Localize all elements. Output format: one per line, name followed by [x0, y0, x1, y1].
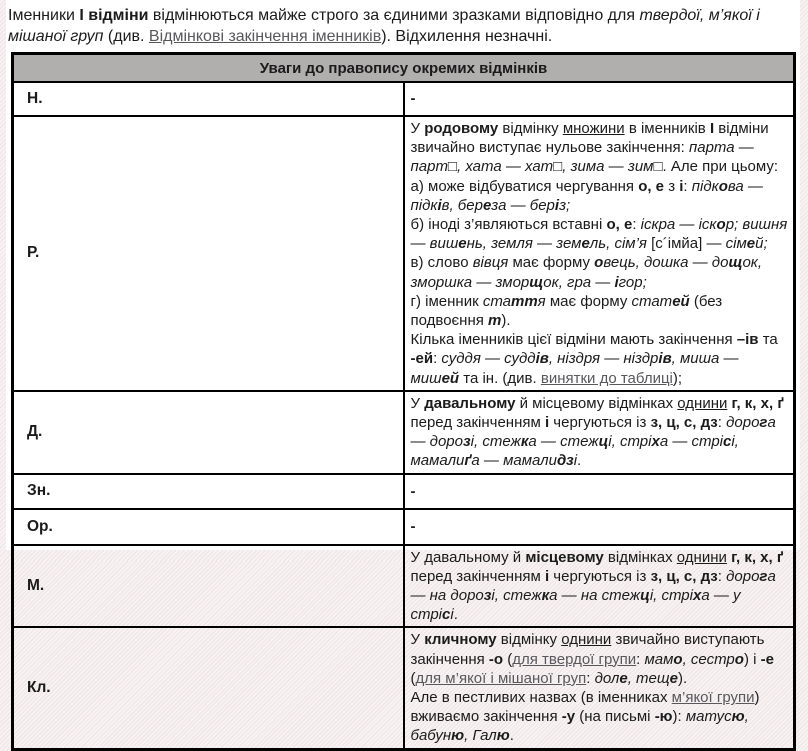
- case-notes: У родовому відмінку множини в іменників І відміни звичайно виступає нульове закінчення: парта — парт□, хата — хат□, зима — зим□. Але при цьому: а) може відбуватися чергування о, е з і: підкова — підків, береза — беріз; б) іноді з’являються вставні о, е: іскра — іскор; вишня — вишень, земля — земель, сім’я [с´імйа] — сімей; в) слово вівця має форму овець, дошка — дощок, зморшка — зморщок, гра — ігор; г) іменник стаття має форму статей (без подвоєння т). Кілька іменників цієї відміни мають закінчення –ів та -ей: суддя — суддів, ніздря — ніздрів, миша — мишей та ін. (див. винятки до таблиці);: [404, 116, 795, 391]
- table-row: [13, 509, 795, 545]
- table-row: [13, 391, 795, 474]
- link-vyniatky-do-tablytsi[interactable]: винятки до таблиці: [540, 369, 673, 387]
- table-row: [13, 627, 795, 749]
- case-label: Зн.: [13, 474, 404, 509]
- case-label: Ор.: [13, 509, 404, 545]
- table-row: [13, 545, 795, 628]
- case-label: М.: [13, 545, 404, 628]
- case-notes: -: [404, 474, 795, 509]
- cases-table-body: [13, 82, 795, 749]
- table-header-row: [13, 54, 795, 83]
- case-notes: У давальному й місцевому відмінках однини г, к, х, ґ перед закінченням і чергуються із з, ц, с, дз: дорога — дорозі, стежка — стежці, стріха — стрісі, мамалиґа — мамалидзі.: [404, 391, 795, 474]
- case-notes: У кличному відмінку однини звичайно виступають закінчення -о (для твердої групи: мамо, сестро) і -е (для м’якої і мішаної груп: доле, теще). Але в пестливих назвах (в іменниках м’якої групи) вживаємо закінчення -у (на письмі -ю): матусю, бабуню, Галю.: [404, 627, 795, 749]
- intro-paragraph: Іменники І відміни відмінюються майже строго за єдиними зразками відповідно для твердої, м’якої і мішаної груп (див. Відмінкові закінчення іменників). Відхилення незначні.: [8, 7, 760, 45]
- table-row: [13, 116, 795, 391]
- table-title: Уваги до правопису окремих відмінків: [13, 54, 795, 83]
- link-miaka-i-mishana-hrupy[interactable]: для м’якої і мішаної груп: [415, 669, 587, 687]
- link-vidminkovi-zakinchennia-imennykiv[interactable]: Відмінкові закінчення іменників: [148, 28, 382, 45]
- case-label: Кл.: [13, 627, 404, 749]
- case-label: Д.: [13, 391, 404, 474]
- link-tverda-hrupa[interactable]: для твердої групи: [512, 650, 637, 668]
- case-notes: -: [404, 509, 795, 545]
- cases-table: [11, 52, 796, 751]
- case-notes: У давальному й місцевому відмінках однини г, к, х, ґ перед закінченням і чергуються із з, ц, с, дз: дорога — на дорозі, стежка — на стежці, стріха — у стрісі.: [404, 545, 795, 628]
- link-miaka-hrupa[interactable]: м’якої групи: [671, 689, 755, 707]
- case-label: Н.: [13, 82, 404, 116]
- table-row: [13, 474, 795, 509]
- case-label: Р.: [13, 116, 404, 391]
- case-notes: -: [404, 82, 795, 116]
- cases-table-head: [13, 54, 795, 83]
- table-row: [13, 82, 795, 116]
- page-content: [6, 0, 800, 745]
